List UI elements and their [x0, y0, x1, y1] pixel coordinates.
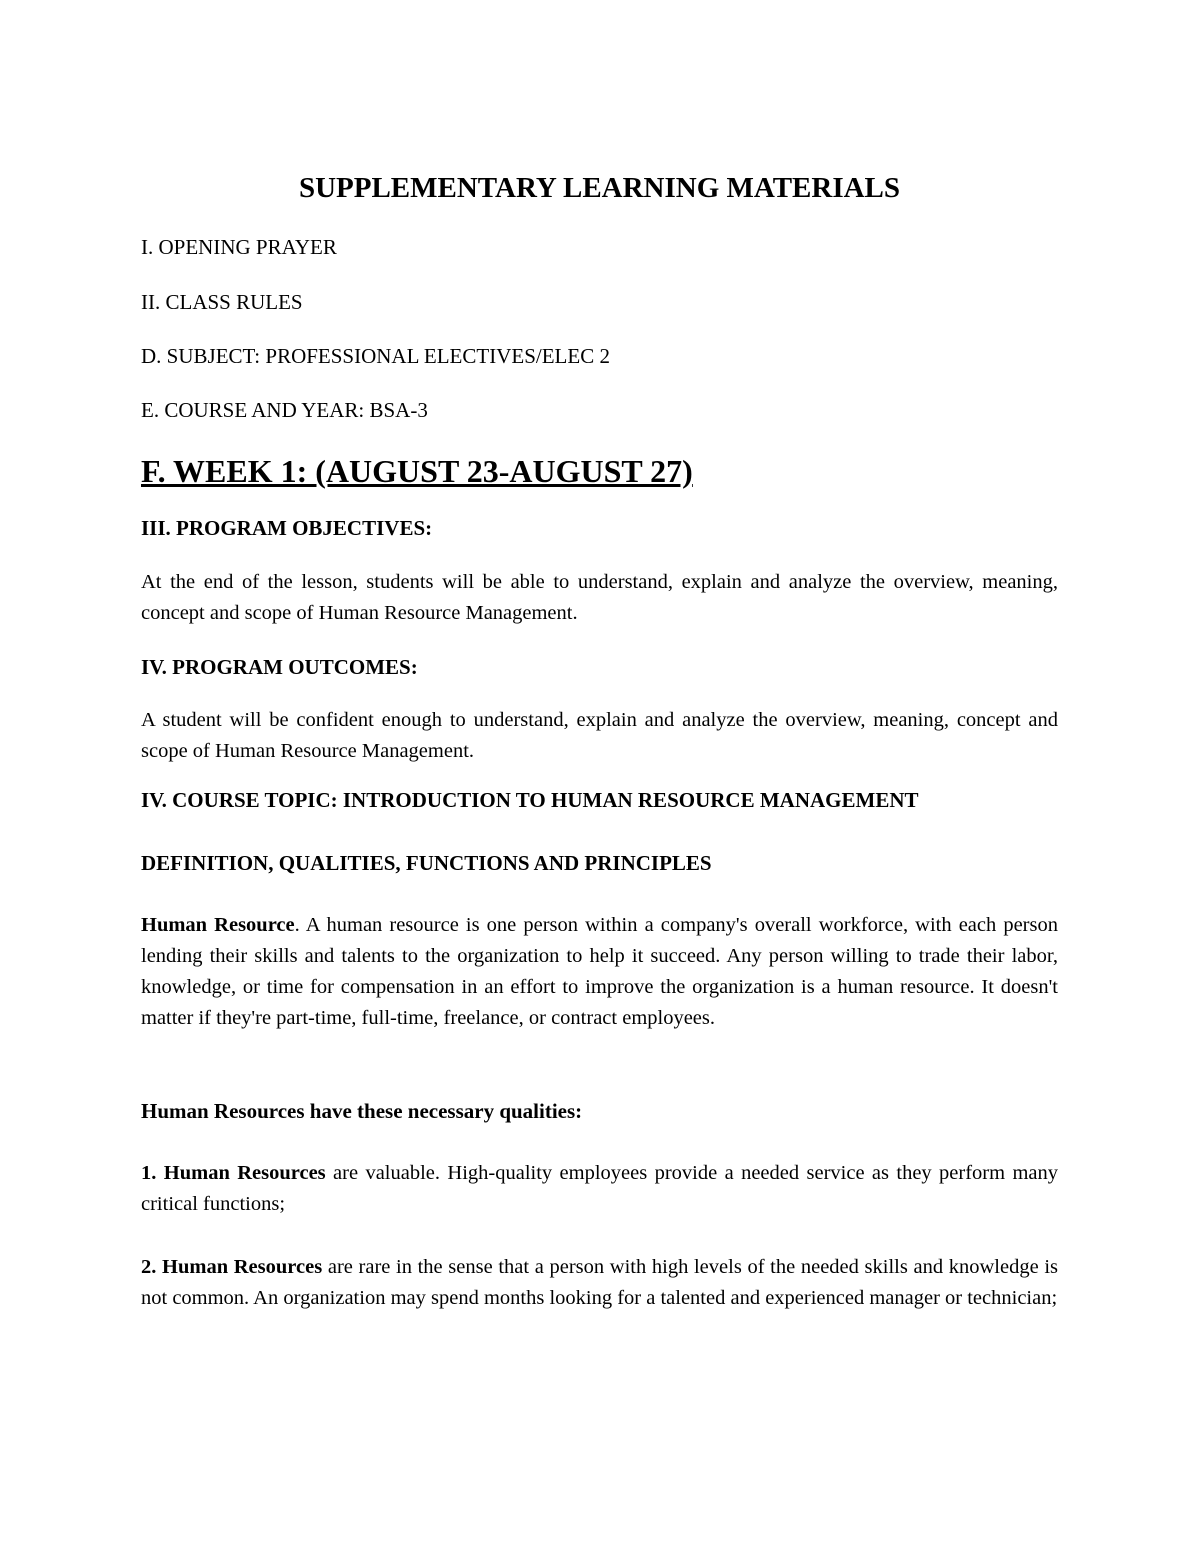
subtopic-heading: DEFINITION, QUALITIES, FUNCTIONS AND PRINCIPLES	[141, 851, 712, 875]
qualities-heading: Human Resources have these necessary qualities:	[141, 1099, 583, 1123]
quality-item	[141, 1252, 1058, 1314]
definition-term: Human Resource	[141, 914, 295, 936]
quality-number: 1.	[141, 1162, 157, 1184]
definition-text: . A human resource is one person within a company's overall workforce, with each person lending their skills and talents to the organization to help it succeed. Any person willing to trade their labor, knowledge, or time for compensation in an effort to improve the organization is a human resource. It doesn't matter if they're part-time, full-time, freelance, or contract employees.	[141, 914, 1058, 1029]
week-heading: F. WEEK 1: (AUGUST 23-AUGUST 27)	[141, 453, 693, 489]
objectives-heading: III. PROGRAM OBJECTIVES:	[141, 516, 433, 540]
quality-item	[141, 1158, 1058, 1220]
course-year-heading: E. COURSE AND YEAR: BSA-3	[141, 398, 428, 422]
objectives-text: At the end of the lesson, students will be able to understand, explain and analyze the overview, meaning, concept and scope of Human Resource Management.	[141, 571, 1058, 624]
opening-prayer-heading: I. OPENING PRAYER	[141, 235, 337, 259]
page-title: SUPPLEMENTARY LEARNING MATERIALS	[298, 172, 901, 204]
outcomes-heading: IV. PROGRAM OUTCOMES:	[141, 655, 418, 679]
quality-term: Human Resources	[163, 1162, 326, 1184]
subject-heading: D. SUBJECT: PROFESSIONAL ELECTIVES/ELEC 2	[141, 344, 610, 368]
quality-text: are rare in the sense that a person with high levels of the needed skills and knowledge is not common. An organization may spend months looking for a talented and experienced manager or technician;	[141, 1256, 1059, 1309]
quality-number: 2.	[141, 1256, 157, 1278]
quality-term: Human Resources	[162, 1256, 323, 1278]
document-page	[141, 0, 1058, 1553]
outcomes-text: A student will be confident enough to understand, explain and analyze the overview, meaning, concept and scope of Human Resource Management.	[141, 709, 1058, 762]
course-topic-heading: IV. COURSE TOPIC: INTRODUCTION TO HUMAN RESOURCE MANAGEMENT	[141, 788, 919, 812]
class-rules-heading: II. CLASS RULES	[141, 290, 303, 314]
quality-text: are valuable. High-quality employees provide a needed service as they perform many critical functions;	[141, 1162, 1059, 1215]
definition-paragraph	[141, 910, 1058, 1034]
